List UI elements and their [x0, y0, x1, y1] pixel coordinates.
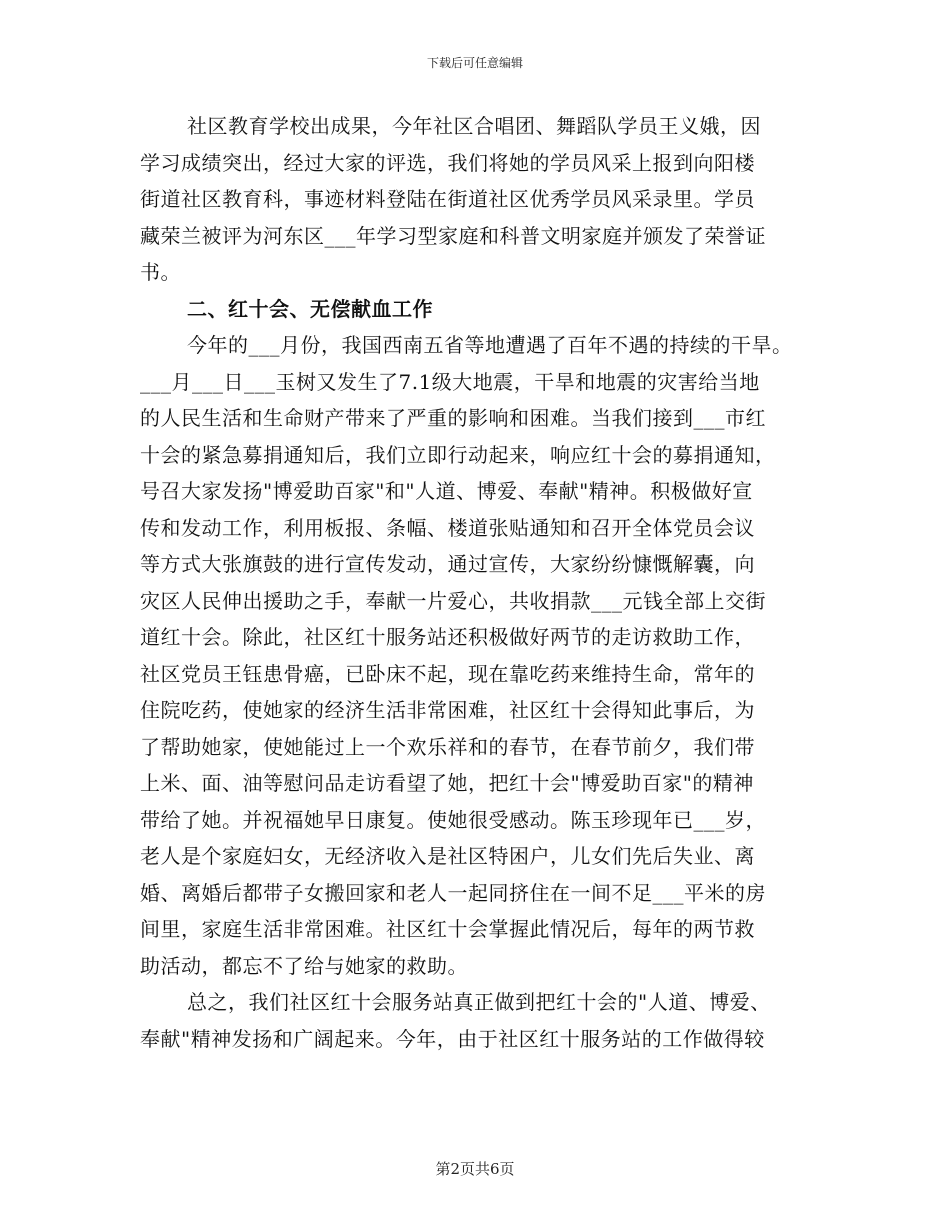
text-line: 灾区人民伸出援助之手，奉献一片爱心，共收捐款___元钱全部上交街	[140, 588, 766, 613]
text-line: 道红十会。除此，社区红十服务站还积极做好两节的走访救助工作，	[140, 625, 755, 649]
text-line: 等方式大张旗鼓的进行宣传发动，通过宣传，大家纷纷慷慨解囊，向	[140, 552, 755, 576]
document-body	[140, 108, 820, 1057]
text-line: 住院吃药，使她家的经济生活非常困难，社区红十会得知此事后，为	[140, 698, 755, 722]
text-line: 的人民生活和生命财产带来了严重的影响和困难。当我们接到___市红	[140, 406, 766, 430]
text-line: 婚、离婚后都带子女搬回家和老人一起同挤住在一间不足___平米的房	[140, 880, 766, 905]
text-line: 书。	[140, 260, 181, 284]
text-line: 学习成绩突出，经过大家的评选，我们将她的学员风采上报到向阳楼	[140, 150, 755, 175]
page-number: 第2页共6页	[435, 1160, 515, 1178]
text-line: 社区教育学校出成果，今年社区合唱团、舞蹈队学员王义娥，因	[187, 114, 761, 138]
text-line: 奉献"精神发扬和广阔起来。今年，由于社区红十服务站的工作做得较	[140, 1026, 765, 1051]
text-line: 十会的紧急募捐通知后，我们立即行动起来，响应红十会的募捐通知，	[140, 442, 776, 467]
text-line: 带给了她。并祝福她早日康复。使她很受感动。陈玉珍现年已___岁，	[140, 807, 766, 832]
text-line: 今年的___月份，我国西南五省等地遭遇了百年不遇的持续的干旱。	[187, 333, 793, 357]
section-heading: 二、红十会、无偿献血工作	[187, 296, 433, 321]
text-line: 街道社区教育科，事迹材料登陆在街道社区优秀学员风采录里。学员	[140, 187, 755, 211]
text-line: 间里，家庭生活非常困难。社区红十会掌握此情况后，每年的两节救	[140, 917, 755, 941]
text-line: 了帮助她家，使她能过上一个欢乐祥和的春节，在春节前夕，我们带	[140, 734, 755, 759]
text-line: 社区党员王钰患骨癌，已卧床不起，现在靠吃药来维持生命，常年的	[140, 661, 755, 686]
text-line: 总之，我们社区红十会服务站真正做到把红十会的"人道、博爱、	[187, 990, 771, 1014]
text-line: 传和发动工作，利用板报、条幅、楼道张贴通知和召开全体党员会议	[140, 515, 755, 540]
text-line: 老人是个家庭妇女，无经济收入是社区特困户，儿女们先后失业、离	[140, 844, 755, 868]
page-header: 下载后可任意编辑	[426, 56, 523, 70]
text-line: 号召大家发扬"博爱助百家"和"人道、博爱、奉献"精神。积极做好宣	[140, 479, 753, 503]
text-line: 藏荣兰被评为河东区___年学习型家庭和科普文明家庭并颁发了荣誉证	[140, 223, 766, 248]
text-line: 上米、面、油等慰问品走访看望了她，把红十会"博爱助百家"的精神	[140, 771, 754, 795]
text-line: 助活动，都忘不了给与她家的救助。	[140, 953, 468, 978]
text-line: ___月___日___玉树又发生了7.1级大地震，干旱和地震的灾害给当地	[140, 369, 760, 394]
